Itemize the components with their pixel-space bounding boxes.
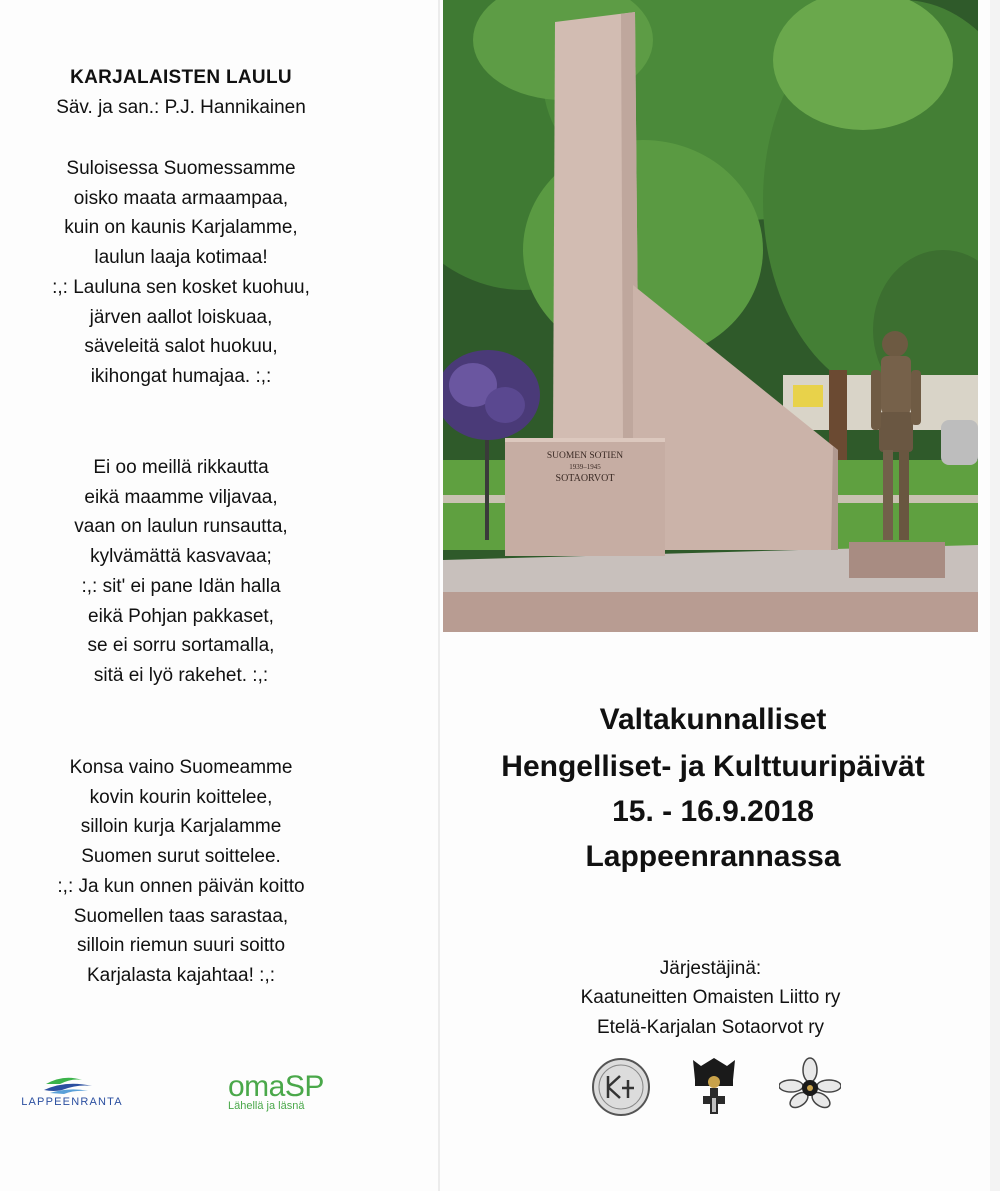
verse-line: oisko maata armaampaa, bbox=[73, 187, 289, 209]
verse-line: eikä Pohjan pakkaset, bbox=[88, 605, 274, 627]
verse-line: silloin riemun suuri soitto bbox=[76, 935, 286, 957]
song-title: KARJALAISTEN LAULU bbox=[70, 67, 292, 88]
event-title-line-1: Valtakunnalliset bbox=[599, 703, 827, 736]
verse-line: :,: sit' ei pane Idän halla bbox=[81, 575, 281, 597]
song-panel bbox=[0, 0, 438, 1191]
svg-text:omaSP: omaSP bbox=[228, 1070, 324, 1102]
verse-line: järven aallot loiskuaa, bbox=[89, 306, 273, 328]
event-location: Lappeenrannassa bbox=[585, 840, 841, 873]
verse-line: kovin kourin koittelee, bbox=[89, 786, 273, 808]
paper-edge bbox=[990, 0, 1000, 1191]
lappeenranta-logo-text: LAPPEENRANTA bbox=[21, 1096, 123, 1108]
memorial-cross-icon bbox=[683, 1056, 745, 1118]
event-title-line-2: Hengelliset- ja Kulttuuripäivät bbox=[501, 750, 925, 783]
verse-line: silloin kurja Karjalamme bbox=[80, 816, 282, 838]
inscription-line-3: SOTAORVOT bbox=[555, 473, 615, 484]
memorial-photo bbox=[443, 0, 978, 632]
verse-2 bbox=[0, 453, 362, 691]
kol-medallion-icon bbox=[590, 1056, 652, 1118]
verse-line: sitä ei lyö rakehet. :,: bbox=[93, 664, 269, 686]
verse-line: Suloisessa Suomessamme bbox=[66, 158, 296, 179]
verse-line: vaan on laulun runsautta, bbox=[74, 516, 288, 538]
verse-line: kuin on kaunis Karjalamme, bbox=[64, 217, 298, 239]
verse-line: Ei oo meillä rikkautta bbox=[93, 457, 269, 478]
organizers-heading: Järjestäjinä: bbox=[659, 958, 762, 979]
verse-line: ikihongat humajaa. :,: bbox=[90, 365, 272, 387]
verse-line: Suomen surut soittelee. bbox=[81, 846, 281, 868]
verse-line: säveleitä salot huokuu, bbox=[84, 336, 278, 358]
verse-3 bbox=[0, 753, 362, 991]
inscription-line-1: SUOMEN SOTIEN bbox=[546, 451, 624, 461]
omasp-tagline: Lähellä ja läsnä bbox=[228, 1100, 305, 1112]
memorial-photo-image bbox=[443, 0, 978, 632]
verse-line: kylvämättä kasvavaa; bbox=[90, 546, 272, 568]
verse-line: eikä maamme viljavaa, bbox=[84, 486, 278, 508]
verse-line: se ei sorru sortamalla, bbox=[87, 635, 275, 657]
omasp-logo-icon bbox=[228, 1068, 352, 1102]
verse-line: Karjalasta kajahtaa! :,: bbox=[87, 964, 275, 986]
verse-line: Suomellen taas sarastaa, bbox=[73, 905, 289, 927]
organizer-2: Etelä-Karjalan Sotaorvot ry bbox=[596, 1017, 825, 1038]
song-credit: Säv. ja san.: P.J. Hannikainen bbox=[56, 97, 306, 118]
verse-line: :,: Ja kun onnen päivän koitto bbox=[57, 875, 305, 897]
fold-line bbox=[438, 0, 440, 1191]
verse-line: Konsa vaino Suomeamme bbox=[69, 757, 293, 778]
verse-1 bbox=[0, 154, 362, 392]
flower-badge-icon bbox=[779, 1056, 841, 1118]
inscription-line-2: 1939–1945 bbox=[569, 463, 601, 471]
verse-line: :,: Lauluna sen kosket kuohuu, bbox=[52, 276, 310, 298]
organizer-1: Kaatuneitten Omaisten Liitto ry bbox=[580, 987, 841, 1008]
event-dates: 15. - 16.9.2018 bbox=[612, 795, 814, 828]
verse-line: laulun laaja kotimaa! bbox=[94, 247, 268, 269]
